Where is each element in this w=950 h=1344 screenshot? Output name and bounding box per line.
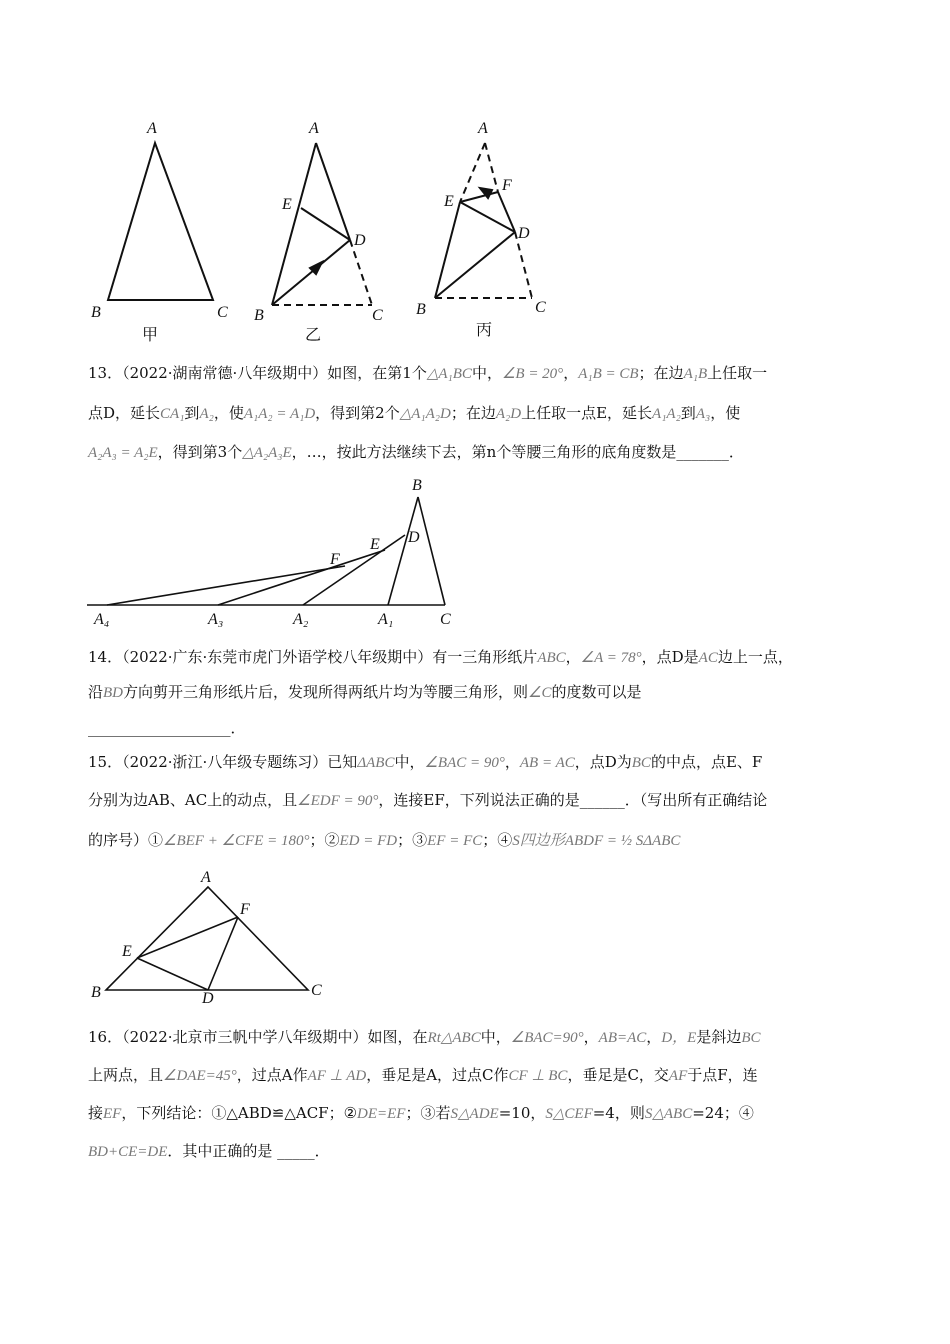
- caption-yi: 乙: [305, 325, 322, 344]
- label-C: C: [440, 611, 451, 628]
- q15-line: [88, 790, 767, 811]
- math-expression: BC: [741, 1030, 761, 1046]
- text-segment: ，: [646, 1028, 662, 1046]
- math-expression: A₁A₂ = A₁D: [243, 406, 316, 422]
- text-segment: ，下列结论：①△ABD≌△ACF；②: [121, 1104, 358, 1122]
- label-E: E: [122, 943, 132, 960]
- math-expression: A₁B = CB: [578, 366, 639, 382]
- text-segment: 上任取一: [707, 364, 768, 382]
- text-segment: ___________________．: [88, 719, 246, 737]
- caption-jia: 甲: [142, 325, 159, 344]
- label-F: F: [330, 551, 340, 568]
- label-B: B: [91, 304, 101, 321]
- q13-line: [88, 403, 740, 424]
- math-expression: AB=AC: [598, 1030, 647, 1046]
- math-expression: AF: [668, 1068, 688, 1084]
- text-segment: ，: [563, 364, 579, 382]
- text-segment: ．其中正确的是 _____．: [167, 1142, 330, 1160]
- label-D: D: [354, 232, 366, 249]
- label-A3: A₃: [208, 611, 224, 628]
- text-segment: 14．（2022·广东·东莞市虎门外语学校八年级期中）有一三角形纸片: [88, 648, 538, 666]
- math-expression: ED = FD: [339, 833, 398, 849]
- label-B: B: [412, 477, 422, 494]
- math-expression: ∠B = 20°: [501, 366, 564, 382]
- math-expression: A₂: [199, 406, 214, 422]
- label-B: B: [416, 301, 426, 318]
- math-expression: ∠BAC=90°: [510, 1030, 584, 1046]
- text-segment: 到: [680, 404, 696, 422]
- math-expression: EF: [103, 1106, 122, 1122]
- q14-line: [88, 718, 246, 738]
- text-segment: 是斜边: [696, 1028, 742, 1046]
- text-segment: 边上一点，: [717, 648, 793, 666]
- text-segment: 上两点，且: [88, 1066, 164, 1084]
- text-segment: 的序号）①: [88, 831, 164, 849]
- text-segment: ，: [565, 648, 581, 666]
- label-B: B: [91, 984, 101, 1001]
- label-A4: A₄: [94, 611, 110, 628]
- text-segment: ，得到第2个: [315, 404, 400, 422]
- text-segment: ；在边: [450, 404, 496, 422]
- math-expression: DE=EF: [357, 1106, 406, 1122]
- text-segment: ，: [504, 753, 520, 771]
- text-segment: 的度数可以是: [551, 683, 642, 701]
- text-segment: ；④: [482, 831, 513, 849]
- text-segment: ，: [583, 1028, 599, 1046]
- label-F: F: [502, 177, 512, 194]
- text-segment: ，点D是: [641, 648, 699, 666]
- text-segment: ；②: [309, 831, 340, 849]
- text-segment: 点D，延长: [88, 404, 161, 422]
- math-expression: ABC: [537, 650, 566, 666]
- math-expression: D，E: [661, 1030, 697, 1046]
- q15-line: [88, 830, 680, 851]
- label-D: D: [408, 529, 420, 546]
- text-segment: 于点F，连: [687, 1066, 758, 1084]
- text-segment: 中，: [471, 364, 502, 382]
- q16-line: [88, 1065, 758, 1086]
- math-expression: CF ⊥ BC: [508, 1068, 568, 1084]
- label-D: D: [202, 990, 214, 1007]
- text-segment: 中，: [394, 753, 425, 771]
- math-expression: AB = AC: [519, 755, 575, 771]
- text-segment: 16．（2022·北京市三帆中学八年级期中）如图，在: [88, 1028, 428, 1046]
- text-segment: 到: [184, 404, 200, 422]
- text-segment: =4，则: [592, 1104, 645, 1122]
- text-segment: 上任取一点E，延长: [521, 404, 653, 422]
- text-segment: =24；④: [692, 1104, 754, 1122]
- label-C: C: [535, 299, 546, 316]
- text-segment: 接: [88, 1104, 104, 1122]
- text-segment: 13．（2022·湖南常德·八年级期中）如图，在第1个: [88, 364, 427, 382]
- math-expression: ΔABC: [357, 755, 395, 771]
- text-segment: 15．（2022·浙江·八年级专题练习）已知: [88, 753, 358, 771]
- label-A2: A₂: [293, 611, 309, 628]
- label-B: B: [254, 307, 264, 324]
- label-C: C: [217, 304, 228, 321]
- math-expression: S△ADE: [450, 1106, 499, 1122]
- q16-line: [88, 1141, 330, 1162]
- math-expression: BC: [631, 755, 651, 771]
- label-E: E: [444, 193, 454, 210]
- text-segment: ，使: [710, 404, 741, 422]
- label-A: A: [478, 120, 488, 137]
- math-expression: △A₂A₃E: [242, 445, 292, 461]
- math-expression: BD: [103, 685, 124, 701]
- label-C: C: [311, 982, 322, 999]
- q13-line: [88, 363, 767, 384]
- figure-jia: [108, 143, 213, 300]
- math-expression: △A₁BC: [426, 366, 472, 382]
- label-E: E: [370, 536, 380, 553]
- figure-2: [87, 497, 445, 605]
- label-E: E: [282, 196, 292, 213]
- text-segment: 的中点，点E、F: [650, 753, 763, 771]
- math-expression: A₃: [695, 406, 711, 422]
- label-D: D: [518, 225, 530, 242]
- math-expression: BD+CE=DE: [88, 1144, 168, 1160]
- math-expression: S△ABC: [644, 1106, 693, 1122]
- text-segment: ；③若: [405, 1104, 451, 1122]
- math-expression: A₁A₂: [652, 406, 681, 422]
- text-segment: 中，: [480, 1028, 511, 1046]
- figure-bing: [435, 143, 532, 298]
- text-segment: 沿: [88, 683, 104, 701]
- text-segment: ，连接EF，下列说法正确的是______．（写出所有正确结论: [378, 791, 768, 809]
- q16-line: [88, 1027, 761, 1048]
- math-expression: A₂A₃ = A₂E: [88, 445, 158, 461]
- math-expression: CA₁: [160, 406, 185, 422]
- text-segment: ，垂足是A，过点C作: [366, 1066, 509, 1084]
- figure-yi: [272, 143, 372, 305]
- math-expression: ∠BAC = 90°: [424, 755, 505, 771]
- text-segment: ，得到第3个: [157, 443, 243, 461]
- text-segment: 分别为边AB、AC上的动点，且: [88, 791, 298, 809]
- q14-line: [88, 682, 642, 703]
- math-expression: ∠C: [528, 685, 552, 701]
- caption-bing: 丙: [476, 320, 493, 339]
- label-A: A: [147, 120, 157, 137]
- label-F: F: [240, 901, 250, 918]
- math-expression: △A₁A₂D: [399, 406, 451, 422]
- math-expression: EF = FC: [427, 833, 483, 849]
- math-expression: ∠DAE=45°: [163, 1068, 237, 1084]
- math-expression: S△CEF: [545, 1106, 593, 1122]
- math-expression: ∠BEF + ∠CFE = 180°: [163, 833, 310, 849]
- math-expression: A₁B: [683, 366, 708, 382]
- text-segment: ，使: [213, 404, 244, 422]
- text-segment: ，垂足是C，交: [567, 1066, 669, 1084]
- label-C: C: [372, 307, 383, 324]
- q14-line: [88, 647, 793, 668]
- math-expression: AF ⊥ AD: [307, 1068, 367, 1084]
- math-expression: ∠A = 78°: [580, 650, 642, 666]
- text-segment: ；在边: [638, 364, 684, 382]
- q16-line: [88, 1103, 754, 1124]
- text-segment: ，过点A作: [236, 1066, 308, 1084]
- figure-3: [106, 887, 308, 990]
- text-segment: ，点D为: [574, 753, 632, 771]
- text-segment: 方向剪开三角形纸片后，发现所得两纸片均为等腰三角形，则: [123, 683, 529, 701]
- math-expression: ∠EDF = 90°: [297, 793, 379, 809]
- math-expression: Rt△ABC: [427, 1030, 481, 1046]
- label-A: A: [309, 120, 319, 137]
- math-expression: S四边形ABDF = ½ SΔABC: [512, 833, 681, 849]
- text-segment: ；③: [397, 831, 428, 849]
- text-segment: ，…，按此方法继续下去，第n个等腰三角形的底角度数是_______．: [291, 443, 744, 461]
- q13-line: [88, 442, 744, 463]
- label-A1: A₁: [378, 611, 394, 628]
- math-expression: A₂D: [495, 406, 522, 422]
- label-A: A: [201, 869, 211, 886]
- math-expression: AC: [698, 650, 718, 666]
- q15-line: [88, 752, 762, 773]
- text-segment: =10，: [498, 1104, 546, 1122]
